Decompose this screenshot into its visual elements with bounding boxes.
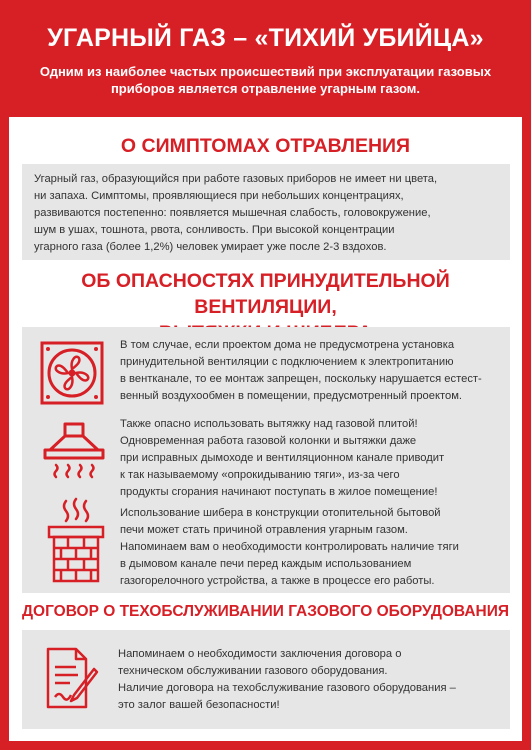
danger-item-text (120, 416, 506, 501)
chimney-damper-icon (46, 495, 106, 585)
dangers-title-line: ОБ ОПАСНОСТЯХ ПРИНУДИТЕЛЬНОЙ ВЕНТИЛЯЦИИ, (81, 270, 450, 318)
danger-line: принудительной вентиляции с подключением к электропитанию (120, 356, 454, 368)
danger-line: продукты сгорания начинают поступать в жилое помещение! (120, 486, 438, 498)
contract-title: ДОГОВОР О ТЕХОБСЛУЖИВАНИИ ГАЗОВОГО ОБОРУДОВАНИЯ (21, 603, 510, 620)
danger-line: газогорелочного устройства, а также в процессе его работы. (120, 575, 435, 587)
danger-item-text (120, 337, 506, 405)
subtitle-line: приборов является отравление угарным газом. (110, 81, 421, 96)
kitchen-hood-icon (42, 420, 106, 482)
danger-line: при исправных дымоходе и вентиляционном канале приводит (120, 452, 445, 464)
danger-line: в вентканале, то ее монтаж запрещен, поскольку нарушается естест- (120, 373, 482, 385)
danger-line: к так называемому «опрокидыванию тяги», из-за чего (120, 469, 400, 481)
poster-inner (9, 9, 522, 741)
symptoms-line: развиваются постепенно: появляется мышечная слабость, головокружение, (34, 207, 431, 219)
danger-line: В том случае, если проектом дома не предусмотрена установка (120, 339, 455, 351)
danger-line: Также опасно использовать вытяжку над газовой плитой! (120, 418, 418, 430)
subtitle-line: Одним из наиболее частых происшествий при эксплуатации газовых (39, 64, 492, 79)
contract-document-icon (44, 645, 100, 711)
contract-line: Наличие договора на техобслуживание газового оборудования – (118, 682, 456, 694)
page-subtitle (9, 63, 522, 97)
contract-text (118, 646, 506, 714)
danger-item-text (120, 505, 506, 590)
contract-line: техническом обслуживании газового оборудования. (118, 665, 388, 677)
danger-line: в дымовом канале печи перед каждым использованием (120, 558, 412, 570)
danger-line: Использование шибера в конструкции отопительной бытовой (120, 507, 441, 519)
danger-line: печи может стать причиной отравления угарным газом. (120, 524, 408, 536)
symptoms-line: Угарный газ, образующийся при работе газовых приборов не имеет ни цвета, (34, 173, 438, 185)
contract-line: Напоминаем о необходимости заключения договора о (118, 648, 402, 660)
header-banner (9, 9, 522, 117)
danger-line: Одновременная работа газовой колонки и вытяжки даже (120, 435, 417, 447)
page-title: УГАРНЫЙ ГАЗ – «ТИХИЙ УБИЙЦА» (47, 24, 484, 52)
ventilation-fan-icon (39, 340, 105, 406)
contract-line: это залог вашей безопасности! (118, 699, 280, 711)
danger-line: Напоминаем вам о необходимости контролировать наличие тяги (120, 541, 459, 553)
symptoms-panel (22, 164, 510, 260)
symptoms-line: угарного газа (более 1,2%) человек умирает уже после 2-3 вздохов. (34, 241, 387, 253)
danger-line: венный воздухообмен в помещении, предусмотренный проектом. (120, 390, 463, 402)
symptoms-line: шум в ушах, тошнота, рвота, сонливость. При высокой концентрации (34, 224, 395, 236)
contract-panel (22, 630, 510, 729)
symptoms-line: ни запаха. Симптомы, проявляющиеся при небольших концентрациях, (34, 190, 404, 202)
symptoms-title: О СИМПТОМАХ ОТРАВЛЕНИЯ (120, 135, 411, 157)
dangers-panel (22, 327, 510, 593)
